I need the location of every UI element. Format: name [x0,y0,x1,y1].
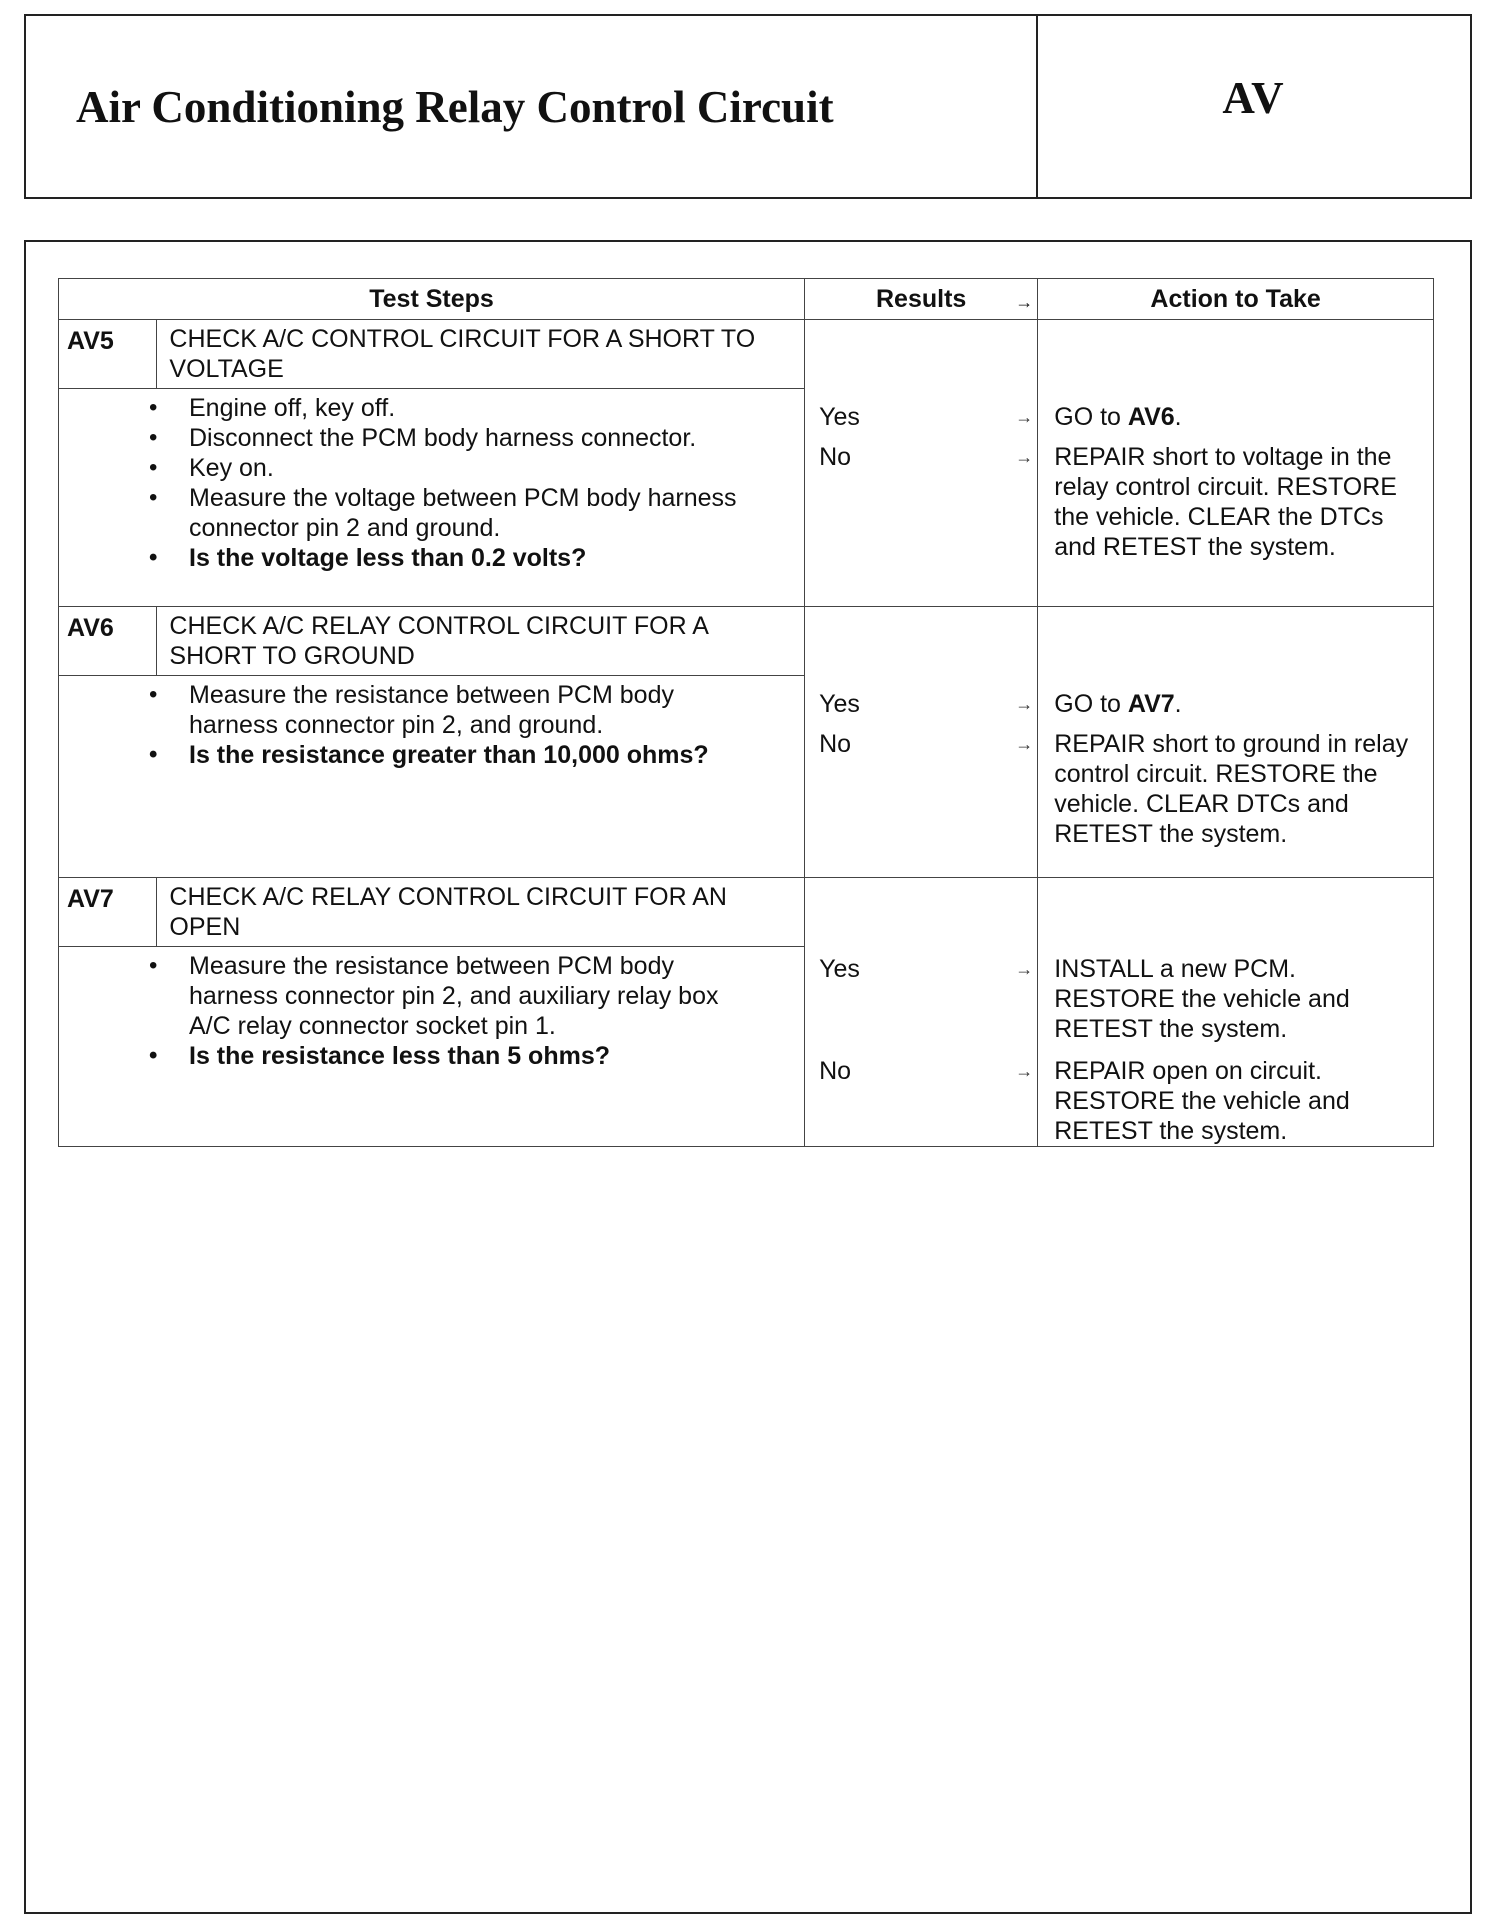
step-title: CHECK A/C RELAY CONTROL CIRCUIT FOR AN OPEN [157,878,805,947]
step-instructions [59,947,805,1147]
arrow-icon: → [1015,694,1034,714]
results-cell [805,878,1038,1147]
step-id: AV6 [59,607,157,676]
step-id: AV5 [59,320,157,389]
result-no [819,442,1033,472]
step-title: CHECK A/C RELAY CONTROL CIRCUIT FOR A SHORT TO GROUND [157,607,805,676]
result-no [819,729,1033,759]
action-item: REPAIR short to ground in relay control circuit. RESTORE the vehicle. CLEAR DTCs and RETEST the system. [1054,730,1409,848]
table-header-row [59,279,1434,320]
page-header [24,14,1472,199]
step-title-row [59,320,1434,389]
page-title: Air Conditioning Relay Control Circuit [26,16,1038,197]
arrow-icon: → [1015,292,1034,312]
header-test-steps: Test Steps [59,279,805,320]
arrow-icon: → [1015,959,1034,979]
result-yes [819,402,1033,432]
arrow-icon: → [1015,407,1034,427]
action-item: INSTALL a new PCM. RESTORE the vehicle and RETEST the system. [1054,955,1350,1043]
section-code: AV [1222,72,1286,123]
step-title: CHECK A/C CONTROL CIRCUIT FOR A SHORT TO VOLTAGE [157,320,805,389]
action-step-ref: AV6 [1127,403,1175,431]
content-frame [24,240,1472,1914]
action-cell [1038,607,1434,878]
action-item [1054,402,1423,432]
header-results-label: Results [876,285,967,313]
arrow-icon: → [1015,1061,1034,1081]
step-instructions [59,389,805,607]
instruction-item: • Key on. [189,453,764,483]
action-item: REPAIR short to voltage in the relay control circuit. RESTORE the vehicle. CLEAR the DTCs and RETEST the system. [1054,443,1397,561]
result-label: Yes [819,955,860,983]
action-item [1054,689,1423,719]
instruction-item: • Measure the resistance between PCM body harness connector pin 2, and auxiliary relay box A/C relay connector socket pin 1. [189,951,764,1041]
instruction-question: • Is the resistance less than 5 ohms? [189,1041,764,1071]
results-cell [805,320,1038,607]
action-cell [1038,320,1434,607]
action-item: REPAIR open on circuit. RESTORE the vehicle and RETEST the system. [1054,1057,1350,1145]
result-label: No [819,443,852,471]
action-text: . [1174,690,1182,718]
instruction-item: • Disconnect the PCM body harness connector. [189,423,764,453]
action-text: . [1174,403,1182,431]
step-title-row [59,607,1434,676]
action-cell [1038,878,1434,1147]
instruction-question: • Is the resistance greater than 10,000 ohms? [189,740,764,770]
step-title-row [59,878,1434,947]
arrow-icon: → [1015,447,1034,467]
instruction-item: • Engine off, key off. [189,393,764,423]
diagnostic-table [58,278,1434,1147]
result-label: Yes [819,403,860,431]
instruction-question: • Is the voltage less than 0.2 volts? [189,543,764,573]
step-instructions [59,676,805,878]
action-text: GO to [1054,403,1128,431]
instruction-item: • Measure the resistance between PCM body harness connector pin 2, and ground. [189,680,764,740]
header-results [805,279,1038,320]
instruction-item: • Measure the voltage between PCM body harness connector pin 2 and ground. [189,483,764,543]
results-cell [805,607,1038,878]
result-label: No [819,1057,852,1085]
result-label: No [819,730,852,758]
action-step-ref: AV7 [1127,690,1175,718]
result-label: Yes [819,690,860,718]
result-yes [819,954,1033,984]
step-id: AV7 [59,878,157,947]
result-no [819,1056,1033,1086]
action-text: GO to [1054,690,1128,718]
arrow-icon: → [1015,734,1034,754]
header-action: Action to Take [1038,279,1434,320]
result-yes [819,689,1033,719]
